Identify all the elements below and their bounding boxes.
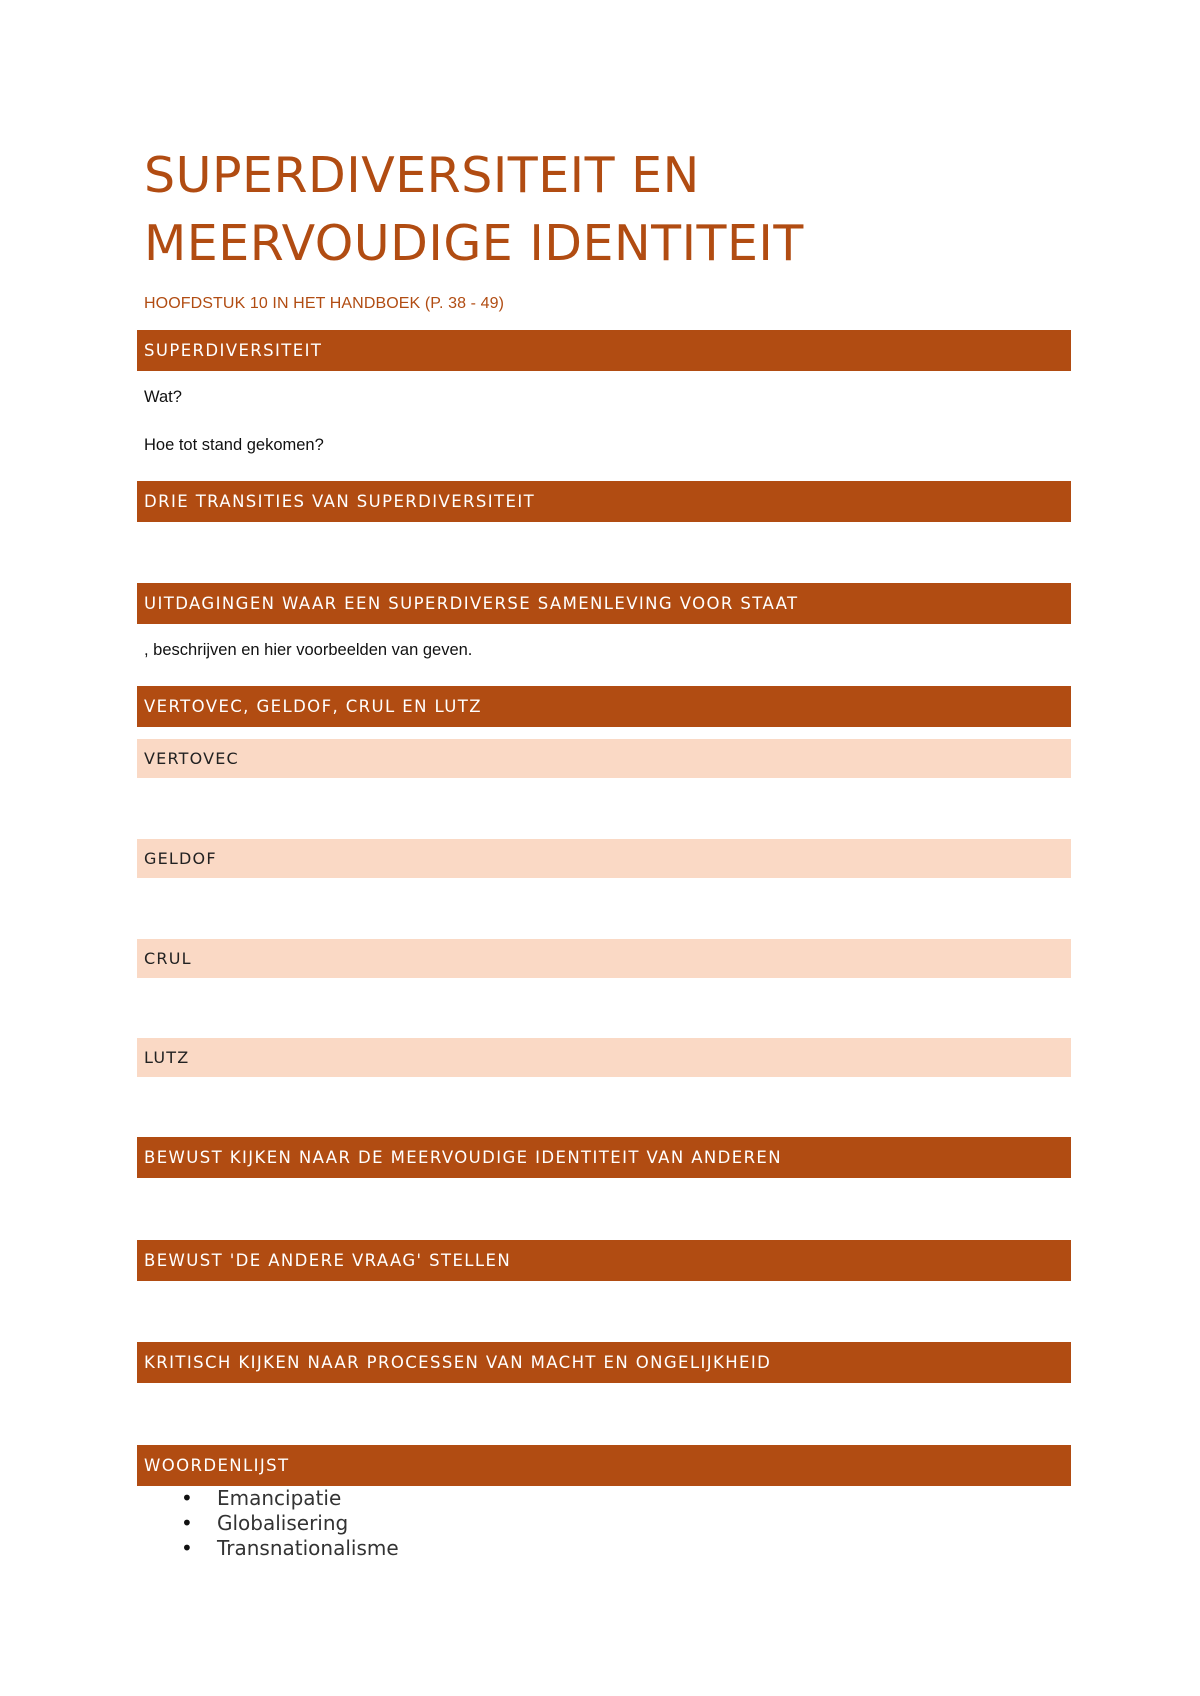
document-subtitle: HOOFDSTUK 10 IN HET HANDBOEK (P. 38 - 49) bbox=[144, 295, 505, 312]
subheading-geldof: GELDOF bbox=[137, 839, 1071, 878]
section-heading-auteurs: VERTOVEC, GELDOF, CRUL EN LUTZ bbox=[137, 686, 1071, 727]
body-text-uitdagingen: , beschrijven en hier voorbeelden van geven. bbox=[144, 641, 473, 659]
list-item-label: Transnationalisme bbox=[217, 1536, 399, 1560]
bullet-icon: • bbox=[181, 1486, 193, 1510]
section-heading-woordenlijst: WOORDENLIJST bbox=[137, 1445, 1071, 1486]
subheading-crul: CRUL bbox=[137, 939, 1071, 978]
section-heading-superdiversiteit: SUPERDIVERSITEIT bbox=[137, 330, 1071, 371]
section-heading-uitdagingen: UITDAGINGEN WAAR EEN SUPERDIVERSE SAMENLEVING VOOR STAAT bbox=[137, 583, 1071, 624]
list-item-label: Emancipatie bbox=[217, 1486, 342, 1510]
body-text-hoe-tot-stand: Hoe tot stand gekomen? bbox=[144, 436, 324, 454]
section-heading-kritisch: KRITISCH KIJKEN NAAR PROCESSEN VAN MACHT EN ONGELIJKHEID bbox=[137, 1342, 1071, 1383]
subheading-vertovec: VERTOVEC bbox=[137, 739, 1071, 778]
body-text-wat: Wat? bbox=[144, 388, 182, 406]
woordenlijst-list bbox=[176, 1486, 399, 1561]
list-item-label: Globalisering bbox=[217, 1511, 349, 1535]
section-heading-transities: DRIE TRANSITIES VAN SUPERDIVERSITEIT bbox=[137, 481, 1071, 522]
bullet-icon: • bbox=[181, 1536, 193, 1560]
title-line-1: SUPERDIVERSITEIT EN bbox=[144, 147, 700, 204]
section-heading-bewust-kijken: BEWUST KIJKEN NAAR DE MEERVOUDIGE IDENTITEIT VAN ANDEREN bbox=[137, 1137, 1071, 1178]
list-item bbox=[176, 1486, 399, 1511]
document-title bbox=[144, 142, 804, 278]
subheading-lutz: LUTZ bbox=[137, 1038, 1071, 1077]
section-heading-andere-vraag: BEWUST 'DE ANDERE VRAAG' STELLEN bbox=[137, 1240, 1071, 1281]
list-item bbox=[176, 1511, 399, 1536]
list-item bbox=[176, 1536, 399, 1561]
title-line-2: MEERVOUDIGE IDENTITEIT bbox=[144, 215, 804, 272]
bullet-icon: • bbox=[181, 1511, 193, 1535]
